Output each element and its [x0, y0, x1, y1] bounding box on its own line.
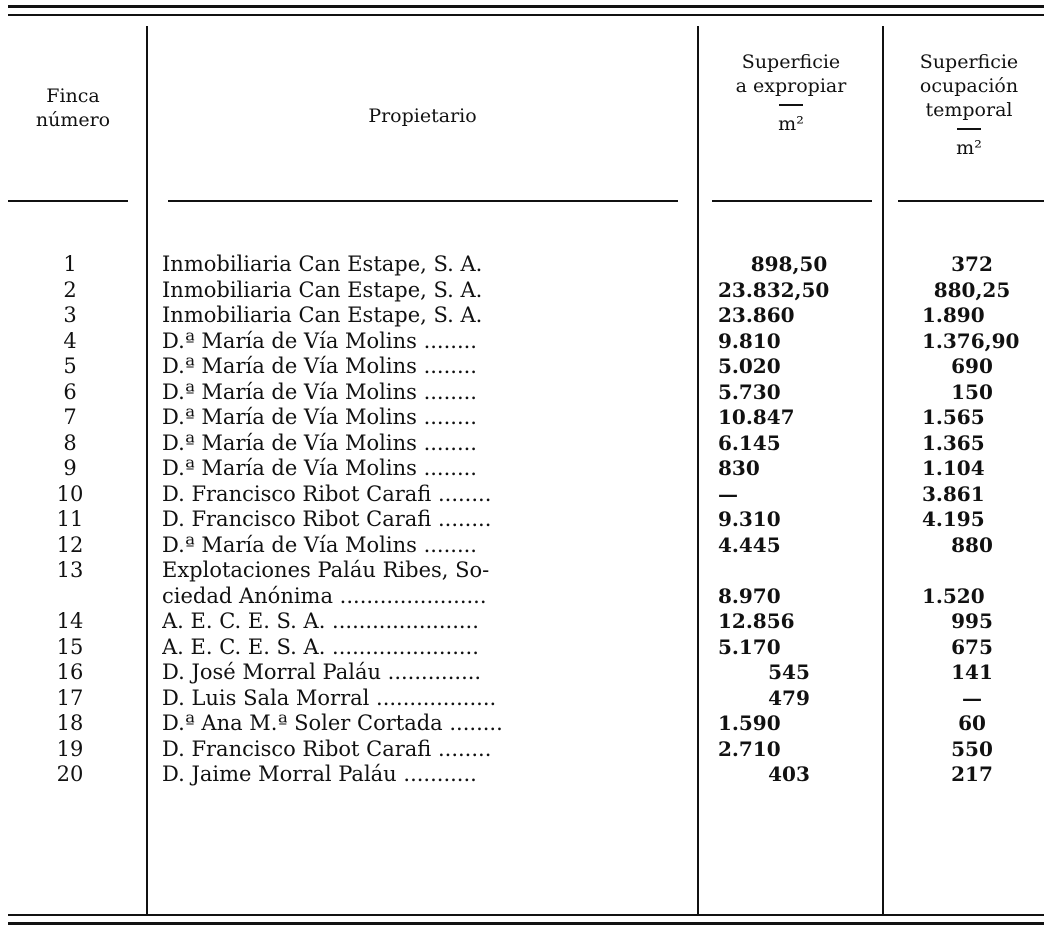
- area-temporal: 372: [951, 252, 993, 276]
- area-expropiar: 403: [768, 762, 810, 786]
- owner-name: D. Luis Sala Morral ..................: [162, 685, 497, 710]
- owner-name: Explotaciones Paláu Ribes, So-: [162, 558, 490, 582]
- area-temporal: 880,25: [933, 277, 1011, 302]
- table-row: [0, 635, 1052, 661]
- table-body: [0, 252, 1052, 788]
- owner-name: ciedad Anónima ......................: [162, 583, 487, 608]
- area-expropiar: 6.145: [718, 430, 781, 455]
- finca-number: 4: [63, 328, 77, 353]
- table-row: [0, 533, 1052, 559]
- finca-number: 16: [56, 660, 84, 684]
- header-finca-line1: Finca: [46, 85, 100, 107]
- table-row: [0, 380, 1052, 406]
- header-rule-propietario: [168, 200, 678, 202]
- header-rule-temporal: [898, 200, 1044, 202]
- area-temporal: 1.104: [922, 456, 985, 480]
- finca-number: 12: [56, 532, 84, 557]
- area-temporal: 217: [951, 762, 993, 786]
- area-expropiar: 8.970: [718, 583, 781, 608]
- table-row: [0, 354, 1052, 380]
- header-expropiar-dash: [700, 98, 882, 112]
- owner-name: D.ª María de Vía Molins ........: [162, 328, 477, 353]
- owner-name: D.ª Ana M.ª Soler Cortada ........: [162, 711, 503, 735]
- area-expropiar: 2.710: [718, 736, 781, 761]
- table-row: [0, 584, 1052, 610]
- area-temporal: 880: [951, 532, 993, 557]
- owner-name: D.ª María de Vía Molins ........: [162, 379, 477, 404]
- finca-number: 10: [56, 481, 84, 506]
- area-temporal: 60: [958, 711, 986, 735]
- header-finca-line2: número: [35, 109, 111, 131]
- table-row: [0, 507, 1052, 533]
- finca-number: 2: [63, 277, 77, 302]
- owner-name: Inmobiliaria Can Estape, S. A.: [162, 303, 483, 327]
- table-row: [0, 456, 1052, 482]
- area-temporal: 995: [951, 609, 993, 633]
- header-temporal-unit: m²: [956, 137, 982, 159]
- area-expropiar: 5.730: [718, 379, 781, 404]
- finca-number: 11: [56, 507, 84, 531]
- area-temporal: —: [962, 685, 982, 710]
- header-expropiar-line2: a expropiar: [735, 75, 847, 97]
- header-temporal-line2: ocupación: [919, 75, 1019, 97]
- area-expropiar: 9.810: [718, 328, 781, 353]
- area-expropiar: 5.170: [718, 634, 781, 659]
- header-temporal-dash: [886, 122, 1052, 136]
- top-rule-outer: [8, 5, 1044, 8]
- owner-name: D. Francisco Ribot Carafi ........: [162, 481, 492, 506]
- area-temporal: 690: [951, 354, 993, 378]
- area-temporal: 141: [951, 660, 993, 684]
- table-row: [0, 762, 1052, 788]
- finca-number: 18: [56, 711, 84, 735]
- bottom-rule-outer: [8, 922, 1044, 925]
- owner-name: D. Francisco Ribot Carafi ........: [162, 736, 492, 761]
- finca-number: 5: [63, 354, 77, 378]
- header-temporal: [886, 50, 1052, 160]
- finca-number: 20: [56, 762, 84, 786]
- table-row: [0, 431, 1052, 457]
- table-row: [0, 686, 1052, 712]
- area-temporal: 1.890: [922, 303, 985, 327]
- area-expropiar: 9.310: [718, 507, 781, 531]
- area-expropiar: 830: [718, 456, 760, 480]
- owner-name: D.ª María de Vía Molins ........: [162, 354, 477, 378]
- finca-number: 13: [56, 558, 84, 582]
- finca-number: 7: [63, 405, 77, 429]
- area-temporal: 1.376,90: [922, 328, 1020, 353]
- finca-number: 3: [63, 303, 77, 327]
- finca-number: 19: [56, 736, 84, 761]
- area-expropiar: 1.590: [718, 711, 781, 735]
- header-rule-expropiar: [712, 200, 872, 202]
- table-row: [0, 303, 1052, 329]
- owner-name: D. Francisco Ribot Carafi ........: [162, 507, 492, 531]
- finca-number: 6: [63, 379, 77, 404]
- top-rule-inner: [8, 14, 1044, 16]
- owner-name: Inmobiliaria Can Estape, S. A.: [162, 252, 483, 276]
- area-temporal: 1.365: [922, 430, 985, 455]
- header-temporal-line1: Superficie: [919, 51, 1019, 73]
- owner-name: D.ª María de Vía Molins ........: [162, 430, 477, 455]
- area-temporal: 150: [951, 379, 993, 404]
- area-temporal: 1.520: [922, 583, 985, 608]
- area-expropiar: —: [718, 481, 738, 506]
- owner-name: A. E. C. E. S. A. ......................: [162, 634, 479, 659]
- finca-number: 15: [56, 634, 84, 659]
- table-row: [0, 329, 1052, 355]
- finca-number: 9: [63, 456, 77, 480]
- area-expropiar: 545: [768, 660, 810, 684]
- table-row: [0, 558, 1052, 584]
- area-expropiar: 23.832,50: [718, 277, 830, 302]
- area-expropiar: 5.020: [718, 354, 781, 378]
- area-expropiar: 10.847: [718, 405, 795, 429]
- finca-number: 1: [63, 252, 77, 276]
- header-propietario: [150, 104, 695, 128]
- header-expropiar: [700, 50, 882, 136]
- owner-name: D.ª María de Vía Molins ........: [162, 405, 477, 429]
- table-row: [0, 405, 1052, 431]
- owner-name: Inmobiliaria Can Estape, S. A.: [162, 277, 483, 302]
- area-expropiar: 479: [768, 685, 810, 710]
- table-row: [0, 609, 1052, 635]
- table-row: [0, 482, 1052, 508]
- header-finca: [8, 84, 138, 132]
- area-temporal: 675: [951, 634, 993, 659]
- owner-name: A. E. C. E. S. A. ......................: [162, 609, 479, 633]
- finca-number: 14: [56, 609, 84, 633]
- area-expropiar: 12.856: [718, 609, 795, 633]
- header-expropiar-line1: Superficie: [741, 51, 841, 73]
- area-expropiar: 4.445: [718, 532, 781, 557]
- owner-name: D. Jaime Morral Paláu ...........: [162, 762, 477, 786]
- header-expropiar-unit: m²: [778, 113, 804, 135]
- area-expropiar: 898,50: [750, 252, 828, 276]
- table-row: [0, 660, 1052, 686]
- owner-name: D. José Morral Paláu ..............: [162, 660, 482, 684]
- header-propietario-label: Propietario: [368, 105, 477, 127]
- header-rule-finca: [8, 200, 128, 202]
- area-temporal: 3.861: [922, 481, 985, 506]
- owner-name: D.ª María de Vía Molins ........: [162, 532, 477, 557]
- area-temporal: 550: [951, 736, 993, 761]
- area-expropiar: 23.860: [718, 303, 795, 327]
- table-row: [0, 737, 1052, 763]
- owner-name: D.ª María de Vía Molins ........: [162, 456, 477, 480]
- finca-number: 17: [56, 685, 84, 710]
- bottom-rule-inner: [8, 914, 1044, 916]
- area-temporal: 4.195: [922, 507, 985, 531]
- table-row: [0, 711, 1052, 737]
- finca-number: 8: [63, 430, 77, 455]
- table-row: [0, 252, 1052, 278]
- table-row: [0, 278, 1052, 304]
- header-temporal-line3: temporal: [925, 99, 1013, 121]
- area-temporal: 1.565: [922, 405, 985, 429]
